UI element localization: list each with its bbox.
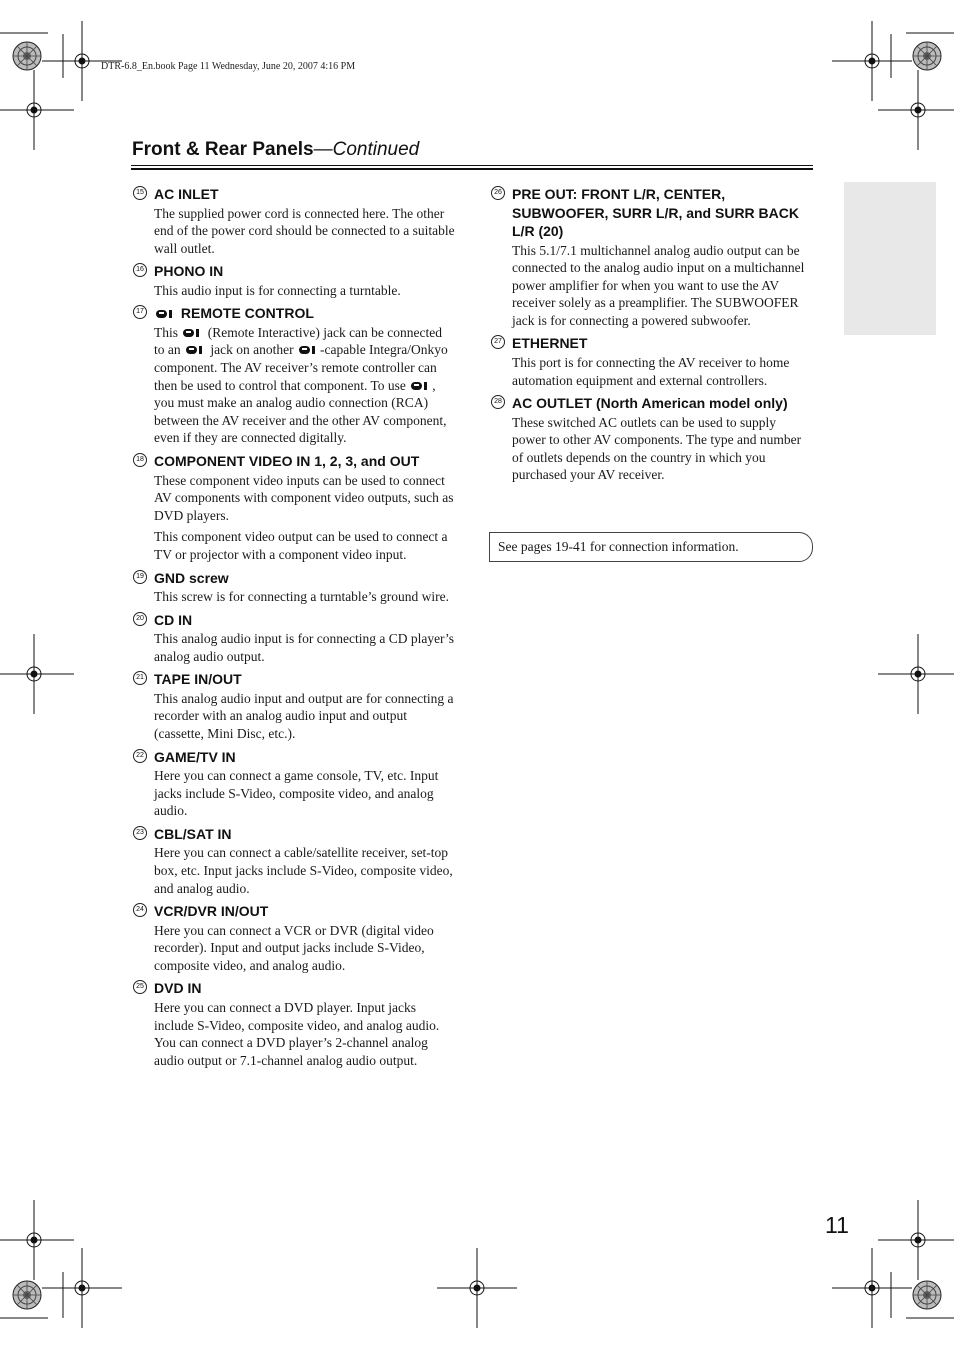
item-number: 28 — [491, 395, 505, 409]
item-number: 17 — [133, 305, 147, 319]
item-title — [154, 304, 455, 323]
item-text: These component video inputs can be used to connect AV components with component video outputs, such as DVD players. — [154, 472, 454, 523]
item-number: 19 — [133, 570, 147, 584]
item-title: DVD IN — [154, 980, 202, 997]
item-ethernet — [491, 334, 813, 389]
item-text: This component video output can be used to connect a TV or projector with a component video input. — [154, 529, 448, 562]
item-number: 18 — [133, 453, 147, 467]
item-text: This 5.1/7.1 multichannel analog audio output can be connected to the analog audio input on a multichannel power amplifier for when you want to use the AV receiver solely as a preamplifier. The SUBWOOFER jack is for connecting a powered subwoofer. — [512, 242, 805, 328]
item-dvd-in — [133, 979, 455, 1069]
item-text: This audio input is for connecting a turntable. — [154, 282, 401, 298]
item-title: AC OUTLET (North American model only) — [512, 395, 788, 412]
item-tape-in-out — [133, 670, 455, 742]
ri-logo-icon — [156, 309, 175, 319]
item-title: COMPONENT VIDEO IN 1, 2, 3, and OUT — [154, 453, 420, 470]
page-number: 11 — [825, 1212, 849, 1238]
left-column — [133, 185, 455, 1074]
item-title: TAPE IN/OUT — [154, 671, 242, 688]
page-title — [132, 139, 419, 161]
note-box — [489, 532, 813, 562]
section-title: Front & Rear Panels — [132, 139, 314, 160]
note-text: See pages 19-41 for connection information. — [498, 539, 739, 554]
item-text: Here you can connect a game console, TV, etc. Input jacks include S-Video, composite video, and analog audio. — [154, 768, 439, 819]
item-number: 26 — [491, 186, 505, 200]
right-column — [491, 185, 813, 489]
item-title: GAME/TV IN — [154, 748, 236, 765]
item-ac-inlet — [133, 185, 455, 257]
ri-logo-icon — [411, 381, 430, 391]
item-ac-outlet — [491, 394, 813, 484]
title-rule — [131, 165, 813, 170]
item-gnd-screw — [133, 569, 455, 606]
item-number: 25 — [133, 980, 147, 994]
item-cbl-sat-in — [133, 825, 455, 897]
item-title: AC INLET — [154, 186, 219, 202]
item-game-tv-in — [133, 748, 455, 820]
ri-logo-icon — [183, 328, 202, 338]
item-text: This screw is for connecting a turntable’s ground wire. — [154, 589, 450, 604]
item-text: This port is for connecting the AV receiver to home automation equipment and external controllers. — [512, 354, 790, 388]
item-title-text: REMOTE CONTROL — [180, 305, 314, 322]
item-title: CBL/SAT IN — [154, 825, 232, 842]
item-number: 24 — [133, 903, 147, 917]
ri-logo-icon — [186, 345, 205, 355]
item-title: CD IN — [154, 611, 193, 628]
item-number: 22 — [133, 749, 147, 763]
item-phono-in — [133, 262, 455, 299]
item-number: 20 — [133, 612, 147, 626]
item-title: PHONO IN — [154, 263, 224, 280]
item-component-video — [133, 452, 455, 563]
item-remote-control — [133, 304, 455, 447]
item-pre-out — [491, 185, 813, 329]
item-text: The supplied power cord is connected here. The other end of the power cord should be connected to a suitable wall outlet. — [154, 205, 455, 256]
item-cd-in — [133, 611, 455, 666]
item-text: Here you can connect a DVD player. Input jacks include S-Video, composite video, and analog audio. You can connect a DVD player’s 2-channel analog audio output or 7.1-channel analog audio output. — [154, 999, 440, 1068]
item-text: Here you can connect a VCR or DVR (digital video recorder). Input and output jacks include S-Video, composite video, and analog audio. — [154, 922, 434, 973]
item-number: 27 — [491, 335, 505, 349]
item-title: ETHERNET — [512, 335, 588, 352]
item-number: 15 — [133, 186, 147, 200]
item-vcr-dvr-in-out — [133, 902, 455, 974]
item-number: 21 — [133, 671, 147, 685]
item-text: This analog audio input is for connecting a CD player’s analog audio output. — [154, 631, 455, 664]
item-text: These switched AC outlets can be used to supply power to other AV components. The type and number of outlets depends on the country in which you purchased your AV receiver. — [512, 414, 802, 483]
item-title: GND screw — [154, 569, 229, 586]
item-text: This analog audio input and output are for connecting a recorder with an analog audio input and output (cassette, Mini Disc, etc.). — [154, 690, 454, 741]
side-tab — [844, 182, 936, 335]
item-title: VCR/DVR IN/OUT — [154, 903, 269, 920]
item-number: 23 — [133, 826, 147, 840]
item-title: PRE OUT: FRONT L/R, CENTER, SUBWOOFER, SURR L/R, and SURR BACK L/R (20) — [512, 186, 799, 239]
print-header: DTR-6.8_En.book Page 11 Wednesday, June 20, 2007 4:16 PM — [101, 61, 356, 72]
section-continued: —Continued — [313, 139, 420, 160]
item-number: 16 — [133, 263, 147, 277]
ri-logo-icon — [299, 345, 318, 355]
item-text: This (Remote Interactive) jack can be connected to an jack on another -capable Integra/Onkyo component. The AV receiver’s remote controller can then be used to control that component. To use , you must make an analog audio connection (RCA) between the AV receiver and the other AV component, even if they are connected digitally. — [154, 324, 448, 446]
item-text: Here you can connect a cable/satellite receiver, set-top box, etc. Input jacks include S-Video, composite video, and analog audio. — [154, 845, 453, 896]
